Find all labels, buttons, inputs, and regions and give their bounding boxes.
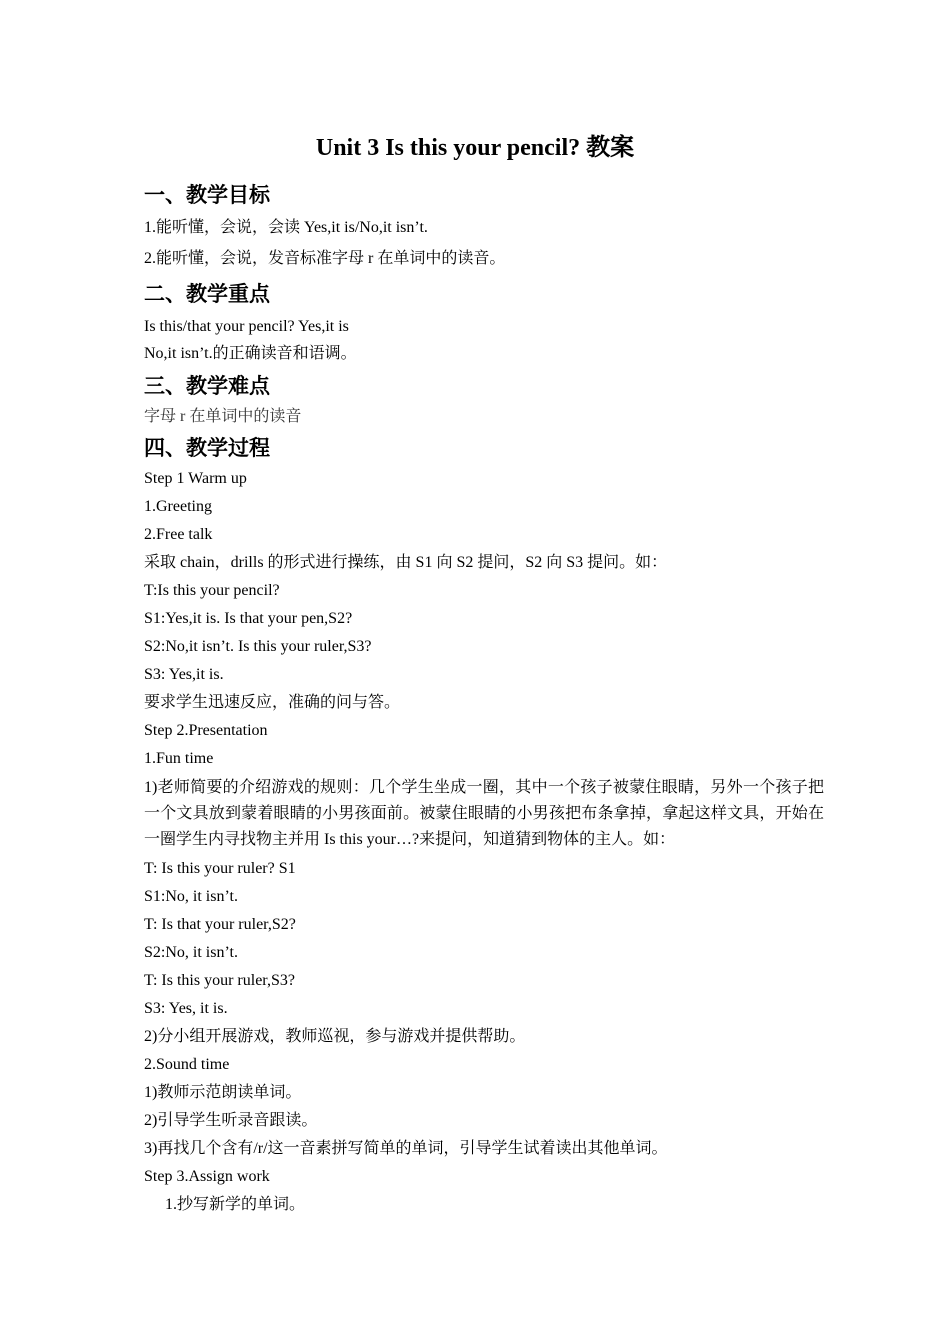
key-point-line-2: No,it isn’t.的正确读音和语调。 [144,345,357,362]
process-line: 1.Greeting [144,498,212,515]
section-heading-key-points: 二、教学重点 [144,282,270,306]
difficulty-line-1: 字母 r 在单词中的读音 [144,408,302,425]
process-line: S1:Yes,it is. Is that your pen,S2? [144,610,353,627]
assignment-line: 1.抄写新学的单词。 [165,1196,306,1213]
game-rules-paragraph: 1)老师简要的介绍游戏的规则：几个学生坐成一圈，其中一个孩子被蒙住眼睛，另外一个孩子把一个文具放到蒙着眼睛的小男孩面前。被蒙住眼睛的小男孩把布条拿掉，拿起这样文具，开始在一圈学生内寻找物主并用 Is this your…?来提问，知道猜到物体的主人。如： [144,779,824,848]
process-line: 2)引导学生听录音跟读。 [144,1112,318,1129]
process-line: 1.Fun time [144,750,214,767]
process-line: 3)再找几个含有/r/这一音素拼写简单的单词，引导学生试着读出其他单词。 [144,1140,668,1157]
objective-line-1: 1.能听懂，会说，会读 Yes,it is/No,it isn’t. [144,219,428,236]
section-heading-process: 四、教学过程 [144,436,270,460]
document-page [144,130,824,1219]
key-point-line-1: Is this/that your pencil? Yes,it is [144,318,349,335]
process-line: Step 1 Warm up [144,470,247,487]
process-line: T: Is that your ruler,S2? [144,916,296,933]
process-line: 要求学生迅速反应，准确的问与答。 [144,694,401,711]
process-line: 2.Sound time [144,1056,230,1073]
process-line: S2:No,it isn’t. Is this your ruler,S3? [144,638,372,655]
process-line: T: Is this your ruler,S3? [144,972,295,989]
process-line: Step 3.Assign work [144,1168,270,1185]
process-line: 1)教师示范朗读单词。 [144,1084,302,1101]
process-line: S3: Yes, it is. [144,1000,228,1017]
process-line: 2.Free talk [144,526,213,543]
section-heading-difficulties: 三、教学难点 [144,374,270,398]
section-heading-objectives: 一、教学目标 [144,183,270,207]
process-line: 2)分小组开展游戏，教师巡视，参与游戏并提供帮助。 [144,1028,526,1045]
process-line: S1:No, it isn’t. [144,888,238,905]
process-line: S3: Yes,it is. [144,666,224,683]
process-line: 采取 chain，drills 的形式进行操练，由 S1 向 S2 提问，S2 向 S3 提问。如： [144,554,668,571]
process-line: S2:No, it isn’t. [144,944,238,961]
objective-line-2: 2.能听懂，会说，发音标准字母 r 在单词中的读音。 [144,250,506,267]
document-title: Unit 3 Is this your pencil? 教案 [315,135,635,161]
process-line: T:Is this your pencil? [144,582,280,599]
process-line: T: Is this your ruler? S1 [144,860,296,877]
process-line: Step 2.Presentation [144,722,268,739]
